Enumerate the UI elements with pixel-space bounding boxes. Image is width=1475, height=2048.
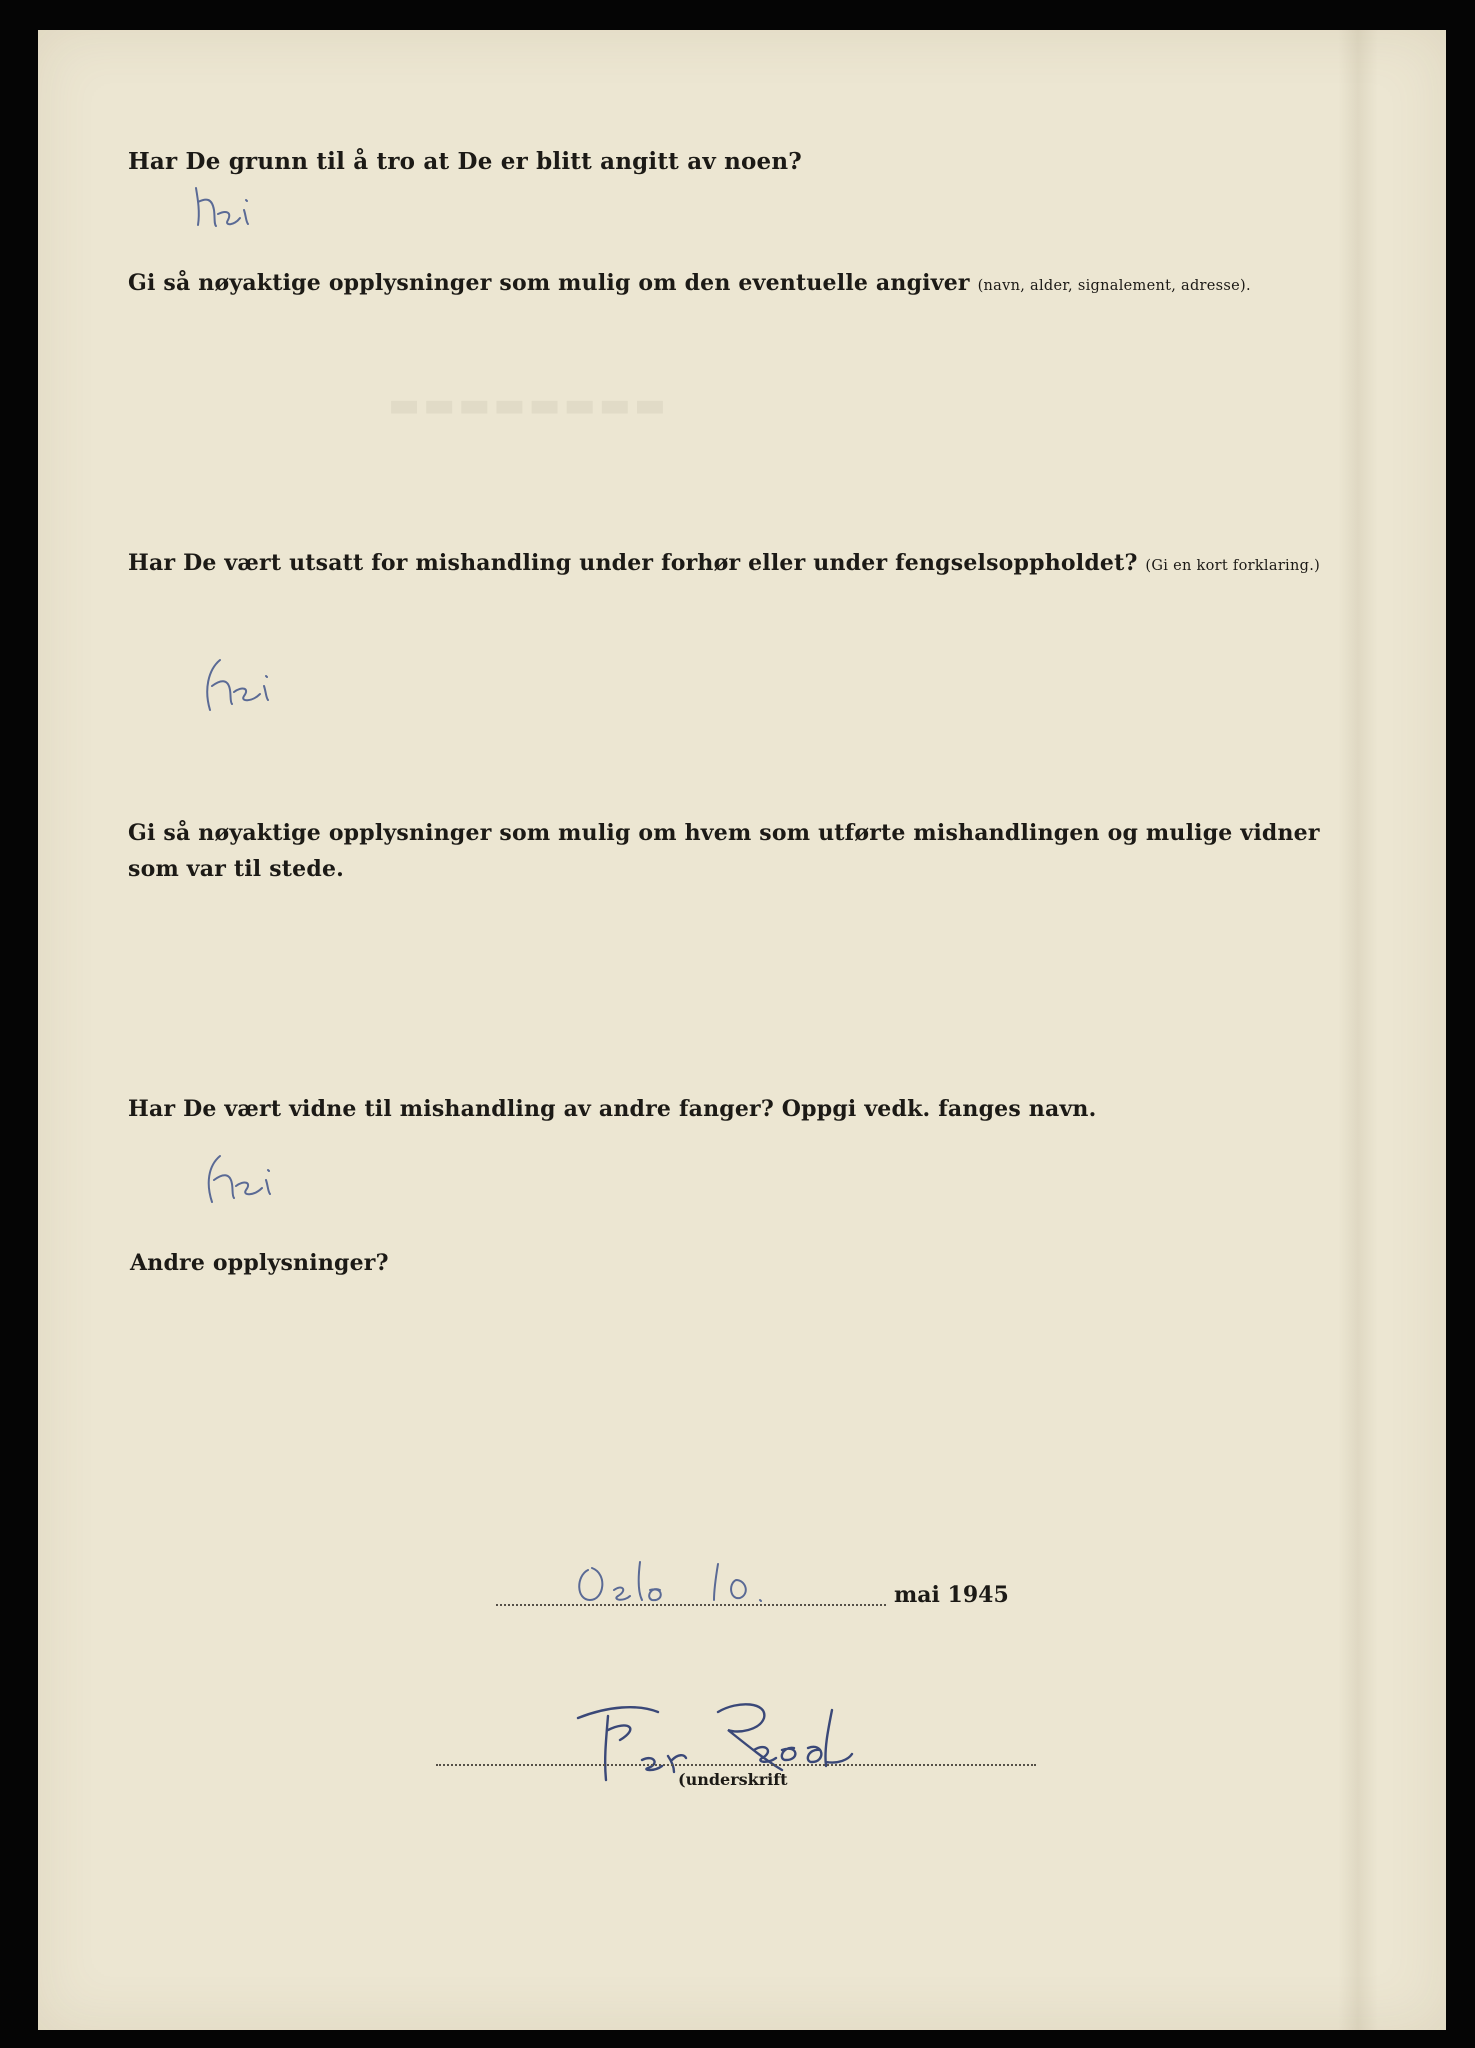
date-dotted-line (496, 1604, 886, 1606)
answer-vidne-handwritten (200, 1148, 300, 1213)
question-angiver-detaljer (128, 270, 1251, 296)
question-angiver-text: Gi så nøyaktige opplysninger som mulig om den eventuelle angiver (128, 270, 970, 296)
bleed-through-text: ▬▬▬▬▬▬▬▬ (388, 385, 669, 425)
paper-fold-shadow (1338, 30, 1378, 2030)
question-mishandling (128, 550, 1320, 576)
question-vidne: Har De vært vidne til mishandling av andre fanger? Oppgi vedk. fanges navn. (128, 1096, 1097, 1122)
question-hvem-utforte-line2: som var til stede. (128, 856, 345, 882)
question-mishandling-text: Har De vært utsatt for mishandling under forhør eller under fengselsoppholdet? (128, 550, 1138, 576)
question-mishandling-note: (Gi en kort forklaring.) (1145, 558, 1321, 574)
signature-dotted-line (436, 1764, 1036, 1766)
form-page (38, 30, 1446, 2030)
question-angiver-note: (navn, alder, signalement, adresse). (977, 278, 1251, 294)
answer-angitt-handwritten (188, 180, 278, 240)
date-printed: mai 1945 (894, 1582, 1009, 1608)
question-angitt: Har De grunn til å tro at De er blitt angitt av noen? (128, 148, 802, 175)
date-handwritten (568, 1550, 808, 1620)
signature-caption: (underskrift (678, 1770, 788, 1789)
question-hvem-utforte-line1: Gi så nøyaktige opplysninger som mulig om hvem som utførte mishandlingen og mulige vidner (128, 820, 1320, 846)
question-andre-opplysninger: Andre opplysninger? (130, 1250, 389, 1276)
answer-mishandling-handwritten (198, 650, 308, 720)
